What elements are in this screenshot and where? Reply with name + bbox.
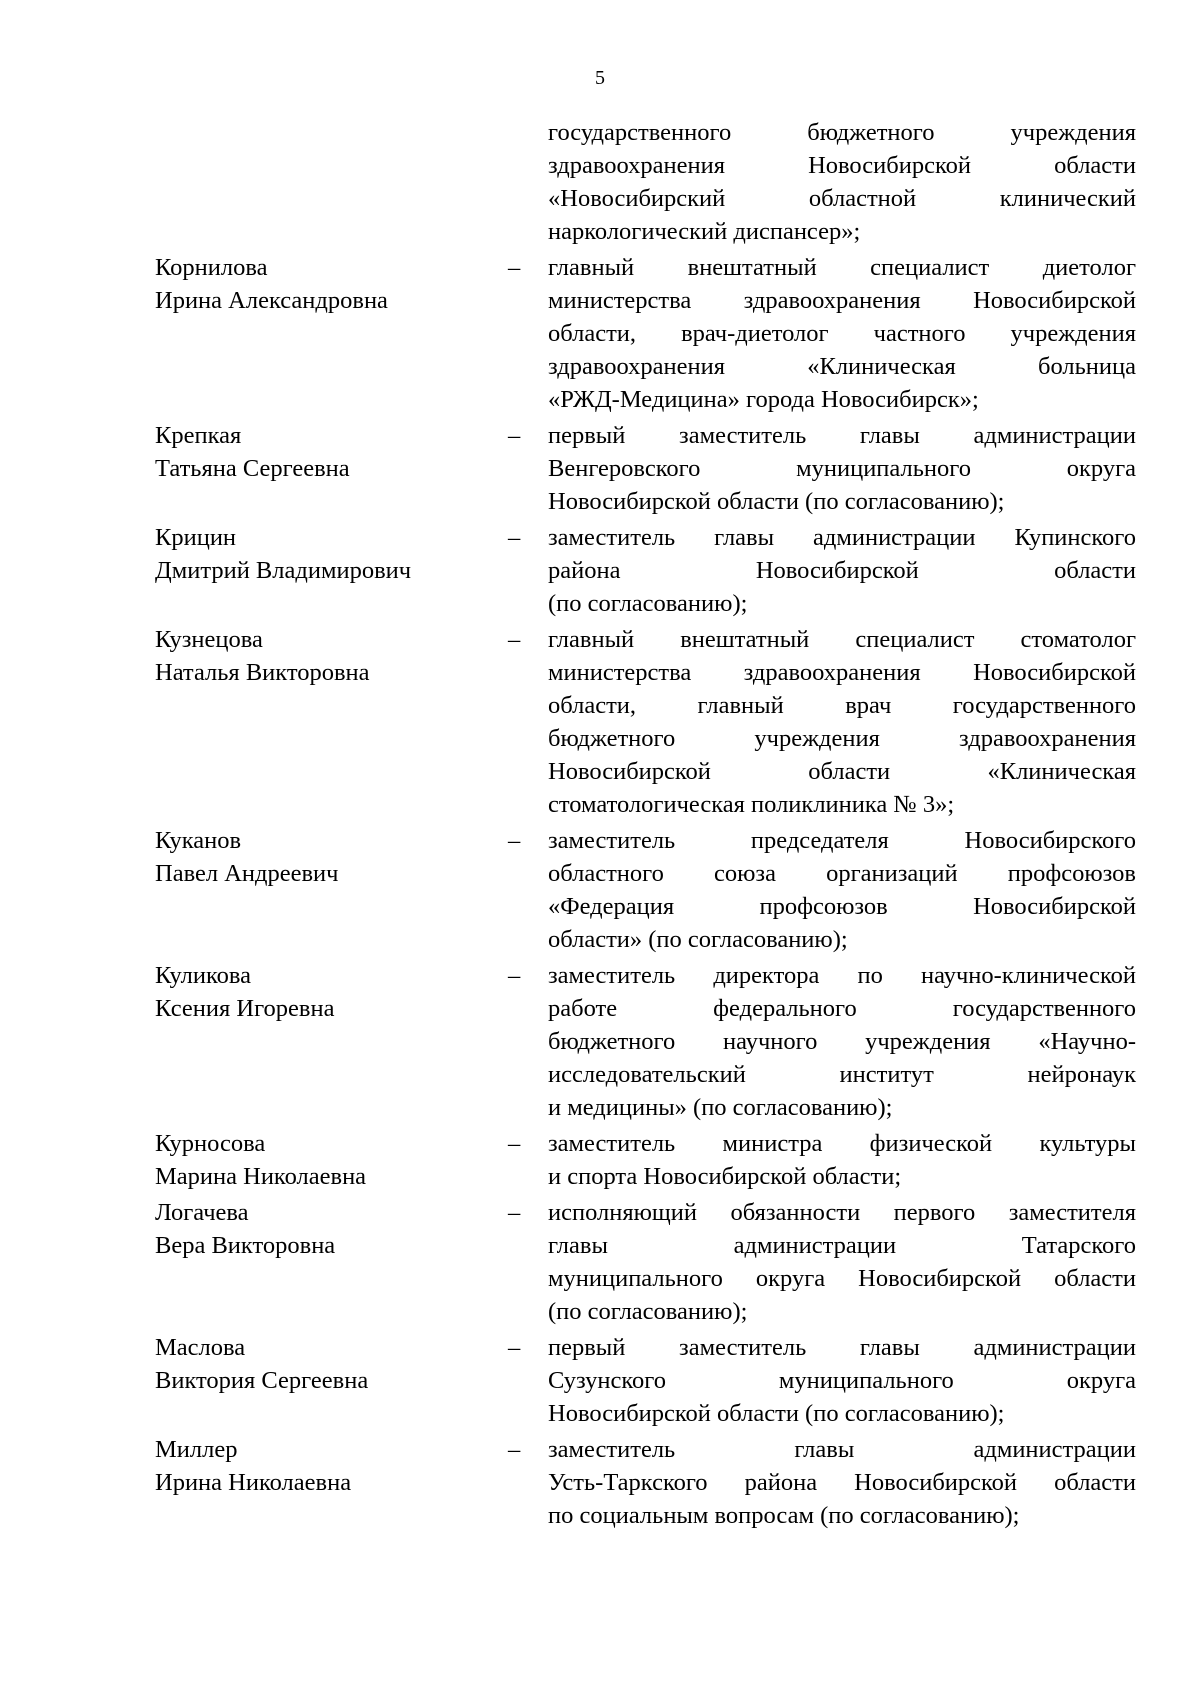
position-line: заместитель главы администрации Купинского xyxy=(548,524,1136,551)
position-line: первый заместитель главы администрации xyxy=(548,1334,1136,1361)
dash-separator: – xyxy=(508,827,521,854)
position-line: заместитель директора по научно-клинической xyxy=(548,962,1136,989)
position-line: министерства здравоохранения Новосибирской xyxy=(548,287,1136,314)
member-surname: Крепкая xyxy=(155,422,242,449)
position-line: заместитель председателя Новосибирского xyxy=(548,827,1136,854)
member-surname: Курносова xyxy=(155,1130,266,1157)
member-name xyxy=(155,1331,505,1397)
member-surname: Маслова xyxy=(155,1334,246,1361)
member-position xyxy=(548,521,1136,620)
member-name xyxy=(155,1127,505,1193)
member-given-names: Ирина Александровна xyxy=(155,287,388,314)
position-line: района Новосибирской области xyxy=(548,557,1136,584)
position-line: здравоохранения «Клиническая больница xyxy=(548,353,1136,380)
position-line: Новосибирской области (по согласованию); xyxy=(548,1400,1005,1427)
text-line: «Новосибирский областной клинический xyxy=(548,185,1136,212)
dash-separator: – xyxy=(508,422,521,449)
position-line: заместитель министра физической культуры xyxy=(548,1130,1136,1157)
dash-separator: – xyxy=(508,1130,521,1157)
position-line: заместитель главы администрации xyxy=(548,1436,1136,1463)
dash-separator: – xyxy=(508,524,521,551)
member-given-names: Марина Николаевна xyxy=(155,1163,367,1190)
position-line: «РЖД-Медицина» города Новосибирск»; xyxy=(548,386,979,413)
position-line: стоматологическая поликлиника № 3»; xyxy=(548,791,955,818)
member-given-names: Вера Викторовна xyxy=(155,1232,336,1259)
position-line: бюджетного учреждения здравоохранения xyxy=(548,725,1136,752)
position-line: по социальным вопросам (по согласованию); xyxy=(548,1502,1020,1529)
member-entry xyxy=(0,824,1200,956)
position-line: работе федерального государственного xyxy=(548,995,1136,1022)
member-name xyxy=(155,1433,505,1499)
member-position xyxy=(548,251,1136,416)
position-line: области» (по согласованию); xyxy=(548,926,848,953)
member-surname: Крицин xyxy=(155,524,237,551)
position-line: главный внештатный специалист диетолог xyxy=(548,254,1136,281)
position-line: исполняющий обязанности первого заместителя xyxy=(548,1199,1136,1226)
member-name xyxy=(155,521,505,587)
member-position xyxy=(548,419,1136,518)
dash-separator: – xyxy=(508,1436,521,1463)
dash-separator: – xyxy=(508,1334,521,1361)
member-given-names: Дмитрий Владимирович xyxy=(155,557,412,584)
member-position xyxy=(548,1331,1136,1430)
position-line: главы администрации Татарского xyxy=(548,1232,1136,1259)
member-name xyxy=(155,1196,505,1262)
position-line: Новосибирской области (по согласованию); xyxy=(548,488,1005,515)
member-name xyxy=(155,824,505,890)
dash-separator: – xyxy=(508,626,521,653)
text-line: здравоохранения Новосибирской области xyxy=(548,152,1136,179)
member-name xyxy=(155,419,505,485)
member-entry xyxy=(0,623,1200,821)
member-surname: Миллер xyxy=(155,1436,238,1463)
position-line: (по согласованию); xyxy=(548,590,748,617)
position-line: Усть-Таркского района Новосибирской области xyxy=(548,1469,1136,1496)
member-position xyxy=(548,1196,1136,1328)
member-surname: Куликова xyxy=(155,962,252,989)
member-name xyxy=(155,959,505,1025)
position-line: бюджетного научного учреждения «Научно- xyxy=(548,1028,1136,1055)
position-line: области, главный врач государственного xyxy=(548,692,1136,719)
position-line: «Федерация профсоюзов Новосибирской xyxy=(548,893,1136,920)
position-line: главный внештатный специалист стоматолог xyxy=(548,626,1136,653)
position-line: муниципального округа Новосибирской области xyxy=(548,1265,1136,1292)
position-line: Венгеровского муниципального округа xyxy=(548,455,1136,482)
position-line: областного союза организаций профсоюзов xyxy=(548,860,1136,887)
member-entry xyxy=(0,1127,1200,1193)
member-given-names: Виктория Сергеевна xyxy=(155,1367,369,1394)
member-surname: Корнилова xyxy=(155,254,268,281)
member-position xyxy=(548,1127,1136,1193)
member-surname: Куканов xyxy=(155,827,242,854)
member-list xyxy=(0,116,1200,1535)
member-entry xyxy=(0,419,1200,518)
continuation-entry xyxy=(0,116,1200,248)
dash-separator: – xyxy=(508,1199,521,1226)
member-position xyxy=(548,1433,1136,1532)
member-name xyxy=(155,251,505,317)
member-surname: Логачева xyxy=(155,1199,249,1226)
member-position xyxy=(548,623,1136,821)
position-line: области, врач-диетолог частного учреждения xyxy=(548,320,1136,347)
member-position xyxy=(548,824,1136,956)
member-entry xyxy=(0,1433,1200,1532)
position-line: исследовательский институт нейронаук xyxy=(548,1061,1136,1088)
member-entry xyxy=(0,1331,1200,1430)
member-entry xyxy=(0,959,1200,1124)
position-line: и медицины» (по согласованию); xyxy=(548,1094,893,1121)
member-given-names: Татьяна Сергеевна xyxy=(155,455,350,482)
continuation-text xyxy=(548,116,1136,248)
dash-separator: – xyxy=(508,962,521,989)
text-line: наркологический диспансер»; xyxy=(548,218,861,245)
member-given-names: Павел Андреевич xyxy=(155,860,339,887)
position-line: Сузунского муниципального округа xyxy=(548,1367,1136,1394)
position-line: министерства здравоохранения Новосибирской xyxy=(548,659,1136,686)
member-given-names: Наталья Викторовна xyxy=(155,659,370,686)
member-given-names: Ксения Игоревна xyxy=(155,995,335,1022)
member-entry xyxy=(0,251,1200,416)
member-position xyxy=(548,959,1136,1124)
member-surname: Кузнецова xyxy=(155,626,263,653)
member-entry xyxy=(0,521,1200,620)
member-name xyxy=(155,623,505,689)
dash-separator: – xyxy=(508,254,521,281)
member-given-names: Ирина Николаевна xyxy=(155,1469,352,1496)
position-line: (по согласованию); xyxy=(548,1298,748,1325)
text-line: государственного бюджетного учреждения xyxy=(548,119,1136,146)
position-line: и спорта Новосибирской области; xyxy=(548,1163,902,1190)
member-entry xyxy=(0,1196,1200,1328)
position-line: Новосибирской области «Клиническая xyxy=(548,758,1136,785)
position-line: первый заместитель главы администрации xyxy=(548,422,1136,449)
page-number: 5 xyxy=(595,67,605,89)
